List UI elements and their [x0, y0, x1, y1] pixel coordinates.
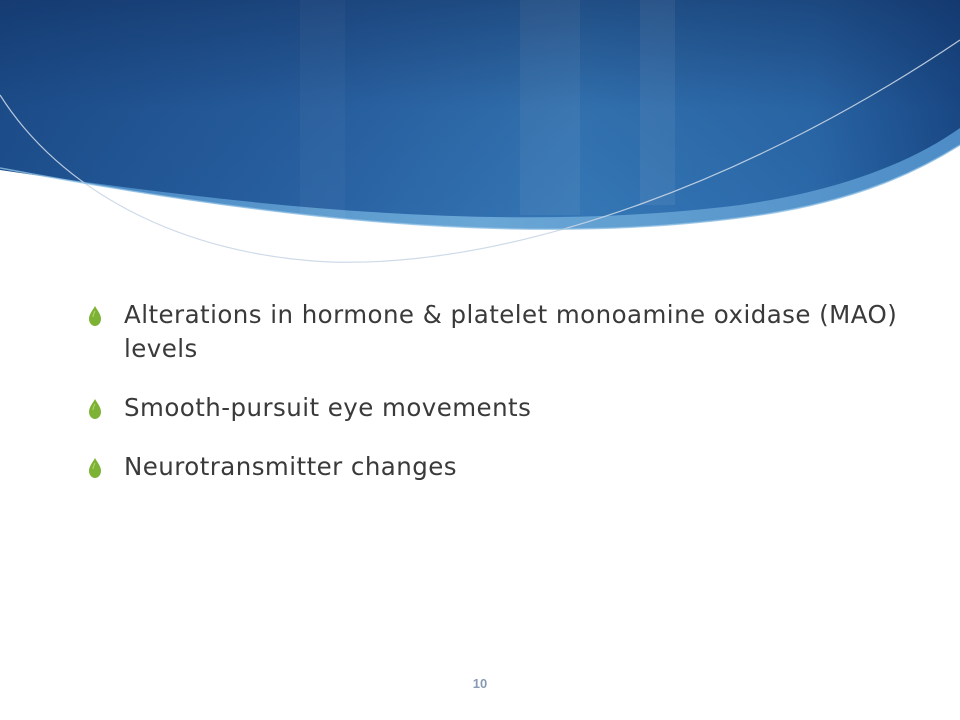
- bullet-item: [88, 298, 908, 366]
- bullet-text: Alterations in hormone & platelet monoamine oxidase (MAO) levels: [124, 300, 898, 363]
- green-drop-icon: [88, 399, 102, 419]
- page-number: 10: [472, 676, 488, 691]
- header-wave-banner: [0, 0, 960, 270]
- bullet-list: [88, 298, 908, 509]
- bullet-item: [88, 391, 908, 425]
- green-drop-icon: [88, 458, 102, 478]
- bullet-text: Smooth-pursuit eye movements: [124, 393, 532, 422]
- green-drop-icon: [88, 306, 102, 326]
- bullet-text: Neurotransmitter changes: [124, 452, 457, 481]
- bullet-item: [88, 450, 908, 484]
